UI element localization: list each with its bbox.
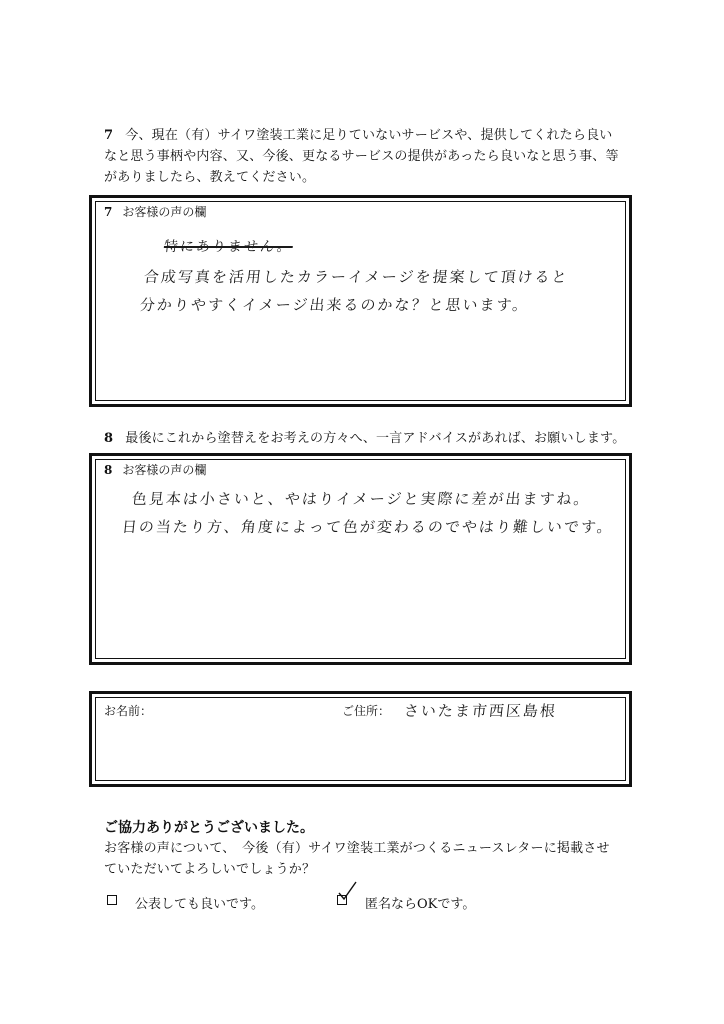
contact-box [89,691,632,787]
public-checkbox[interactable] [107,895,117,905]
publish-request-line-1: お客様の声について、 今後（有）サイワ塗装工業がつくるニュースレターに掲載させ [104,841,610,856]
answer-7-struck: 特にありません。 [163,239,294,255]
answer-box-7-header: 7 お客様の声の欄 [104,205,207,219]
address-value: さいたま市西区島根 [403,702,558,720]
answer-7-line-1: 合成写真を活用したカラーイメージを提案して頂けると [143,268,570,286]
answer-box-8-header: 8 お客様の声の欄 [104,463,207,477]
publish-request-line-2: ていただいてよろしいでしょうか？ [104,862,316,877]
question-7-line-2: なと思う事柄や内容、又、今後、更なるサービスの提供があったら良いなと思う事、等 [104,149,619,164]
option-anonymous-label: 匿名ならOKです。 [365,897,476,912]
answer-8-line-2: 日の当たり方、角度によって色が変わるのでやはり難しいです。 [121,518,615,536]
answer-box-8 [89,453,632,665]
question-7-number: 7 [104,128,114,143]
question-8 [104,428,625,449]
question-8-text: 最後にこれから塗替えをお考えの方々へ、一言アドバイスがあれば、お願いします。 [125,431,626,446]
question-7-line-1: 7 今、現在（有）サイワ塗装工業に足りていないサービスや、提供してくれたら良い [104,128,613,143]
answer-box-7 [89,195,632,407]
question-7-line-3: がありましたら、教えてください。 [104,170,316,185]
question-8-number: 8 [104,431,114,446]
thanks-text: ご協力ありがとうございました。 [104,820,314,836]
checkmark-icon [336,880,358,902]
answer-7-line-2: 分かりやすくイメージ出来るのかな？と思います。 [139,296,531,314]
option-public-label: 公表しても良いです。 [135,897,264,912]
answer-8-line-1: 色見本は小さいと、やはりイメージと実際に差が出ますね。 [131,490,592,508]
address-label: ご住所： [342,704,391,718]
name-label: お名前： [104,704,153,718]
publish-request [104,838,610,880]
question-7 [104,125,619,188]
